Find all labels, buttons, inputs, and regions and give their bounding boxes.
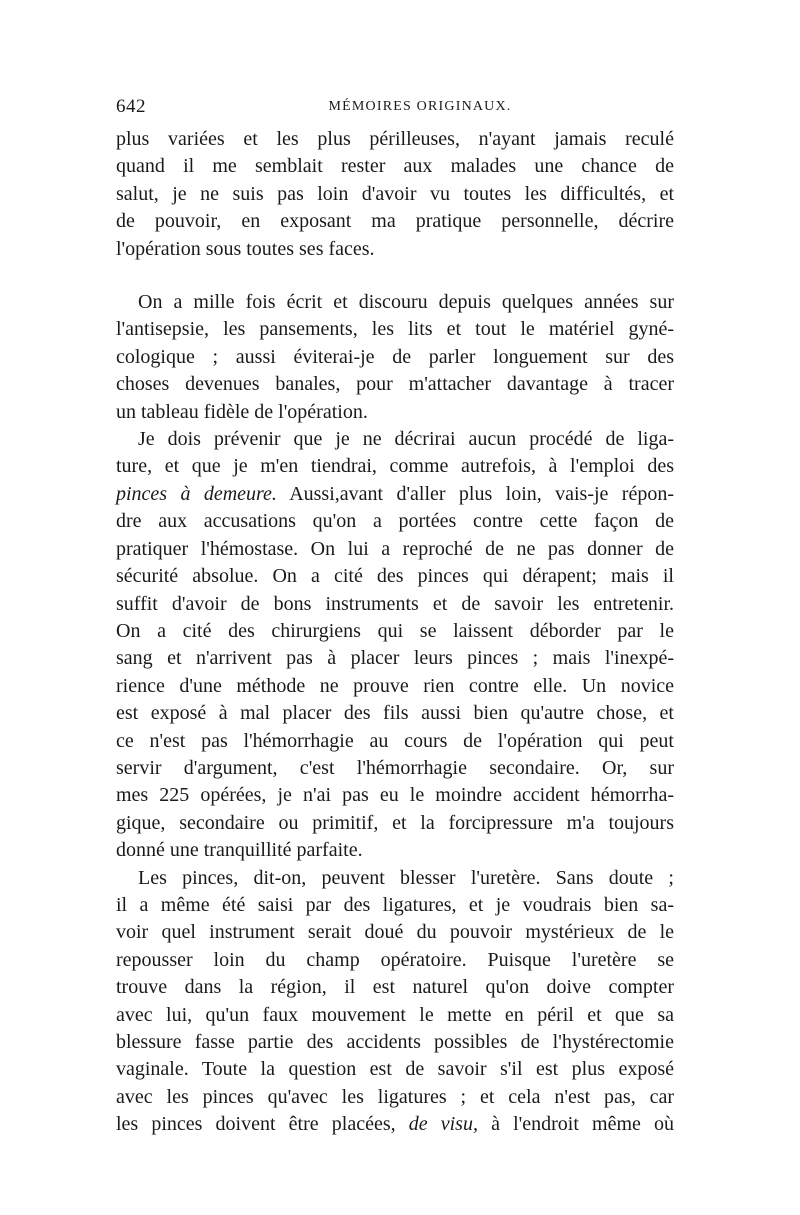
text-line: trouve dans la région, il est naturel qu'on doive compter [116, 976, 674, 999]
paragraph [116, 865, 674, 1139]
text-line: On a mille fois écrit et discouru depuis quelques années sur [138, 291, 674, 314]
text-line: avec lui, qu'un faux mouvement le mette en péril et que sa [116, 1003, 674, 1026]
paragraph [116, 289, 674, 426]
text-line: suffit d'avoir de bons instruments et de savoir les entretenir. [116, 592, 674, 615]
text-line: cologique ; aussi éviterai-je de parler longuement sur des [116, 345, 674, 368]
text-line: mes 225 opérées, je n'ai pas eu le moindre accident hémorrha- [116, 784, 674, 807]
text-line: repousser loin du champ opératoire. Puisque l'uretère se [116, 948, 674, 971]
text-line: est exposé à mal placer des fils aussi bien qu'autre chose, et [116, 702, 674, 725]
text-line: quand il me semblait rester aux malades une chance de [116, 155, 674, 178]
text-line: salut, je ne suis pas loin d'avoir vu toutes les difficultés, et [116, 182, 674, 205]
body-text [116, 126, 674, 1139]
text-line: dre aux accusations qu'on a portées contre cette façon de [116, 510, 674, 533]
text-line: On a cité des chirurgiens qui se laissent déborder par le [116, 619, 674, 642]
text-line: avec les pinces qu'avec les ligatures ; et cela n'est pas, car [116, 1085, 674, 1108]
text-line: donné une tranquillité parfaite. [116, 839, 363, 862]
italic-phrase: de visu, [408, 1113, 478, 1136]
text-line: Les pinces, dit-on, peuvent blesser l'uretère. Sans doute ; [138, 866, 674, 889]
text-line: sécurité absolue. On a cité des pinces qui dérapent; mais il [116, 565, 674, 588]
text-line: voir quel instrument serait doué du pouvoir mystérieux de le [116, 921, 674, 944]
text-line: de pouvoir, en exposant ma pratique personnelle, décrire [116, 210, 674, 233]
text-line: servir d'argument, c'est l'hémorrhagie secondaire. Or, sur [116, 756, 674, 779]
running-title: MÉMOIRES ORIGINAUX. [328, 99, 512, 114]
text-line: ce n'est pas l'hémorrhagie au cours de l'opération qui peut [116, 729, 674, 752]
text-line: ture, et que je m'en tiendrai, comme autrefois, à l'emploi des [116, 455, 674, 478]
text-line [116, 1111, 674, 1138]
text-line: blessure fasse partie des accidents possibles de l'hystérectomie [116, 1031, 674, 1053]
italic-phrase: pinces à demeure. [116, 482, 277, 505]
text-line: rience d'une méthode ne prouve rien contre elle. Un novice [116, 674, 674, 697]
text-line: choses devenues banales, pour m'attacher davantage à tracer [116, 373, 674, 396]
text-line: l'opération sous toutes ses faces. [116, 237, 375, 260]
running-head [116, 96, 674, 120]
text-line: gique, secondaire ou primitif, et la forcipressure m'a toujours [116, 811, 674, 834]
text-line: il a même été saisi par des ligatures, et je voudrais bien sa- [116, 893, 674, 916]
text-fragment: à l'endroit même où [477, 1113, 674, 1136]
paragraph [116, 426, 674, 865]
text-line: un tableau fidèle de l'opération. [116, 400, 368, 423]
text-line: pratiquer l'hémostase. On lui a reproché de ne pas donner de [116, 537, 674, 560]
text-fragment: les pinces doivent être placées, [116, 1113, 409, 1136]
text-fragment: Aussi,avant d'aller plus loin, vais-je répon- [276, 482, 674, 505]
text-line [116, 481, 674, 508]
text-line: Je dois prévenir que je ne décrirai aucun procédé de liga- [138, 428, 674, 451]
text-line: plus variées et les plus périlleuses, n'ayant jamais reculé [116, 128, 674, 150]
text-line: vaginale. Toute la question est de savoir s'il est plus exposé [116, 1058, 674, 1081]
text-line: sang et n'arrivent pas à placer leurs pinces ; mais l'inexpé- [116, 647, 674, 670]
text-line: l'antisepsie, les pansements, les lits et tout le matériel gyné- [116, 318, 674, 341]
paragraph [116, 126, 674, 263]
page-number: 642 [116, 96, 146, 117]
